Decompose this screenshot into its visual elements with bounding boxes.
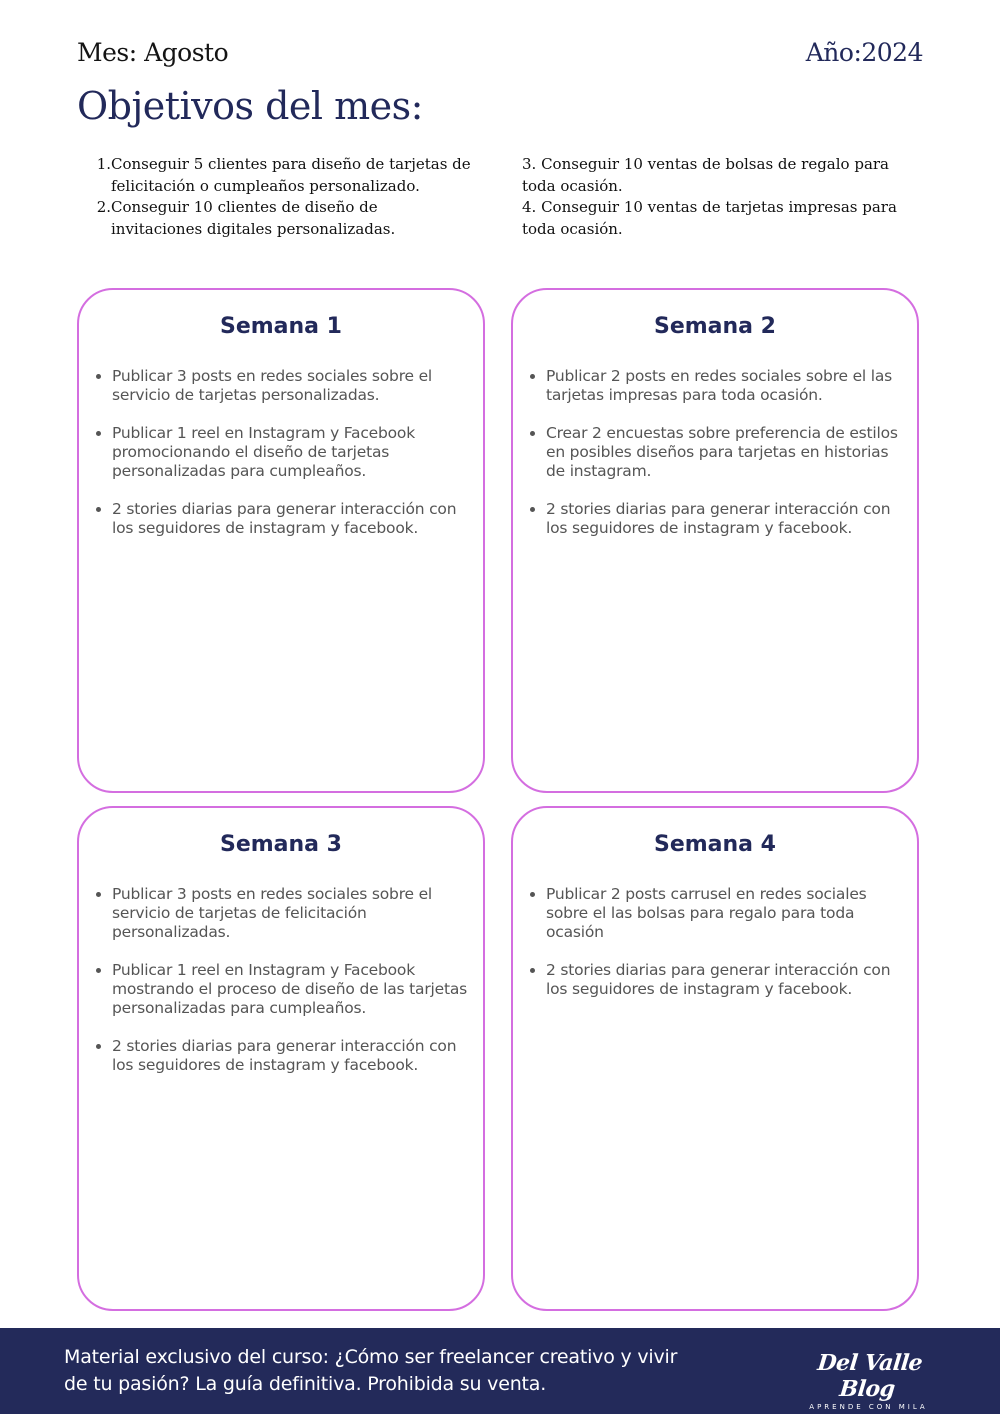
objectives-left-column: [96, 154, 471, 240]
objective-item-1: [96, 154, 471, 197]
objectives-right-column: [522, 154, 902, 240]
task-item: • Publicar 2 posts en redes sociales sobre el las tarjetas impresas para toda ocasión.: [546, 367, 909, 405]
task-item: • 2 stories diarias para generar interacción con los seguidores de instagram y facebook.: [546, 961, 909, 999]
objective-item-2: [96, 197, 471, 240]
week-card-1: [77, 288, 485, 793]
del-valle-blog-logo: [796, 1350, 941, 1411]
year-label: Año:2024: [805, 38, 923, 67]
task-item: • Publicar 1 reel en Instagram y Facebook mostrando el proceso de diseño de las tarjetas personalizadas para cumpleaños.: [112, 961, 475, 1018]
task-item: • Crear 2 encuestas sobre preferencia de estilos en posibles diseños para tarjetas en historias de instagram.: [546, 424, 909, 481]
objective-number: 2.: [96, 198, 111, 216]
week-card-2: [511, 288, 919, 793]
week-card-4: [511, 806, 919, 1311]
month-label: Mes: Agosto: [77, 38, 229, 67]
objective-item-4: 4. Conseguir 10 ventas de tarjetas impresas para toda ocasión.: [522, 198, 897, 238]
week-task-list: [513, 367, 909, 538]
objective-text: Conseguir 5 clientes para diseño de tarjetas de felicitación o cumpleaños personalizado.: [111, 155, 471, 195]
page-title: Objetivos del mes:: [77, 84, 423, 128]
week-title: Semana 4: [653, 832, 776, 857]
task-item: • 2 stories diarias para generar interacción con los seguidores de instagram y facebook.: [112, 1037, 475, 1075]
week-title: Semana 1: [219, 314, 342, 339]
task-item: • Publicar 1 reel en Instagram y Facebook promocionando el diseño de tarjetas personalizadas para cumpleaños.: [112, 424, 475, 481]
task-item: • Publicar 3 posts en redes sociales sobre el servicio de tarjetas personalizadas.: [112, 367, 475, 405]
week-task-list: [79, 885, 475, 1075]
logo-tagline: APRENDE CON MILA: [809, 1403, 928, 1411]
footer-band: [0, 1328, 1000, 1414]
objective-text: Conseguir 10 clientes de diseño de invitaciones digitales personalizadas.: [111, 198, 396, 238]
task-item: • 2 stories diarias para generar interacción con los seguidores de instagram y facebook.: [112, 500, 475, 538]
week-card-3: [77, 806, 485, 1311]
week-task-list: [79, 367, 475, 538]
objective-number: 1.: [96, 155, 111, 173]
task-item: • Publicar 2 posts carrusel en redes sociales sobre el las bolsas para regalo para toda ocasión: [546, 885, 909, 942]
week-title: Semana 3: [219, 832, 342, 857]
footer-text: Material exclusivo del curso: ¿Cómo ser freelancer creativo y vivir de tu pasión? La guía definitiva. Prohibida su venta.: [64, 1346, 678, 1395]
task-item: • 2 stories diarias para generar interacción con los seguidores de instagram y facebook.: [546, 500, 909, 538]
task-item: • Publicar 3 posts en redes sociales sobre el servicio de tarjetas de felicitación personalizadas.: [112, 885, 475, 942]
logo-name: Del Valle Blog: [816, 1350, 924, 1402]
week-task-list: [513, 885, 909, 999]
objective-item-3: 3. Conseguir 10 ventas de bolsas de regalo para toda ocasión.: [522, 155, 890, 195]
week-title: Semana 2: [653, 314, 776, 339]
